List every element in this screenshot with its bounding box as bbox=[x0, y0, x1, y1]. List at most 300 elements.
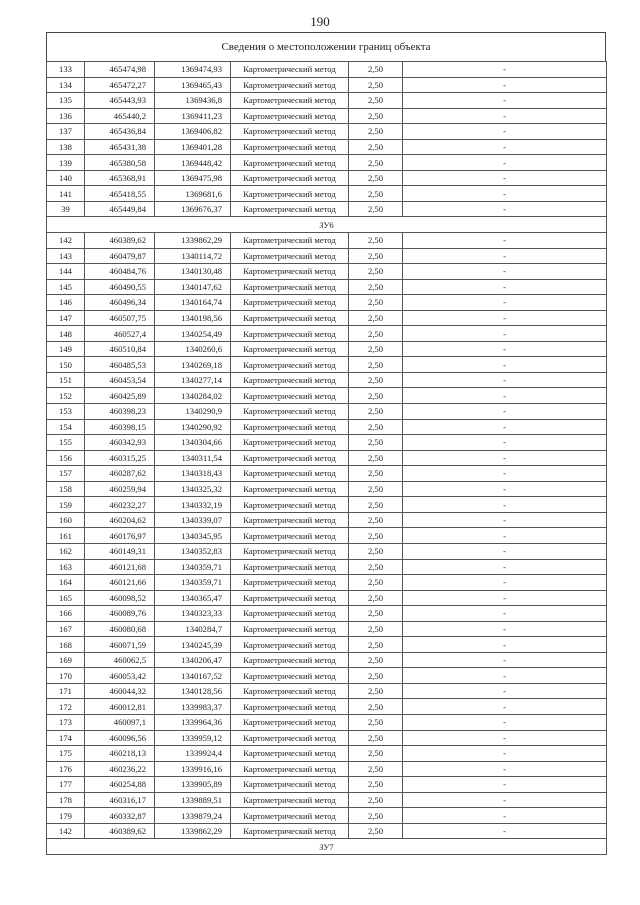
table-row bbox=[47, 450, 607, 466]
method-cell: Картометрический метод bbox=[231, 637, 349, 653]
table-row bbox=[47, 233, 607, 249]
table-row bbox=[47, 435, 607, 451]
method-cell: Картометрический метод bbox=[231, 699, 349, 715]
coordinates-table bbox=[46, 61, 607, 855]
y-coordinate-cell: 1340167,52 bbox=[155, 668, 231, 684]
description-cell: - bbox=[403, 621, 607, 637]
x-coordinate-cell: 460342,93 bbox=[85, 435, 155, 451]
x-coordinate-cell: 460096,56 bbox=[85, 730, 155, 746]
y-coordinate-cell: 1339959,12 bbox=[155, 730, 231, 746]
point-number-cell: 133 bbox=[47, 62, 85, 78]
x-coordinate-cell: 460496,34 bbox=[85, 295, 155, 311]
point-number-cell: 138 bbox=[47, 139, 85, 155]
x-coordinate-cell: 460527,4 bbox=[85, 326, 155, 342]
description-cell: - bbox=[403, 310, 607, 326]
point-number-cell: 167 bbox=[47, 621, 85, 637]
precision-cell: 2,50 bbox=[349, 761, 403, 777]
precision-cell: 2,50 bbox=[349, 310, 403, 326]
x-coordinate-cell: 465436,84 bbox=[85, 124, 155, 140]
method-cell: Картометрический метод bbox=[231, 590, 349, 606]
point-number-cell: 153 bbox=[47, 404, 85, 420]
description-cell: - bbox=[403, 823, 607, 839]
table-row bbox=[47, 543, 607, 559]
precision-cell: 2,50 bbox=[349, 559, 403, 575]
precision-cell: 2,50 bbox=[349, 295, 403, 311]
x-coordinate-cell: 465380,58 bbox=[85, 155, 155, 171]
precision-cell: 2,50 bbox=[349, 637, 403, 653]
x-coordinate-cell: 460332,87 bbox=[85, 808, 155, 824]
precision-cell: 2,50 bbox=[349, 233, 403, 249]
description-cell: - bbox=[403, 466, 607, 482]
x-coordinate-cell: 460259,94 bbox=[85, 481, 155, 497]
y-coordinate-cell: 1340284,7 bbox=[155, 621, 231, 637]
point-number-cell: 168 bbox=[47, 637, 85, 653]
point-number-cell: 160 bbox=[47, 512, 85, 528]
table-row bbox=[47, 466, 607, 482]
method-cell: Картометрический метод bbox=[231, 621, 349, 637]
description-cell: - bbox=[403, 435, 607, 451]
precision-cell: 2,50 bbox=[349, 575, 403, 591]
x-coordinate-cell: 465440,2 bbox=[85, 108, 155, 124]
point-number-cell: 155 bbox=[47, 435, 85, 451]
y-coordinate-cell: 1369681,6 bbox=[155, 186, 231, 202]
point-number-cell: 154 bbox=[47, 419, 85, 435]
precision-cell: 2,50 bbox=[349, 124, 403, 140]
point-number-cell: 139 bbox=[47, 155, 85, 171]
y-coordinate-cell: 1340245,39 bbox=[155, 637, 231, 653]
method-cell: Картометрический метод bbox=[231, 652, 349, 668]
point-number-cell: 148 bbox=[47, 326, 85, 342]
point-number-cell: 165 bbox=[47, 590, 85, 606]
point-number-cell: 147 bbox=[47, 310, 85, 326]
method-cell: Картометрический метод bbox=[231, 777, 349, 793]
method-cell: Картометрический метод bbox=[231, 714, 349, 730]
x-coordinate-cell: 460204,62 bbox=[85, 512, 155, 528]
y-coordinate-cell: 1339879,24 bbox=[155, 808, 231, 824]
method-cell: Картометрический метод bbox=[231, 201, 349, 217]
table-row bbox=[47, 201, 607, 217]
x-coordinate-cell: 460121,66 bbox=[85, 575, 155, 591]
x-coordinate-cell: 460053,42 bbox=[85, 668, 155, 684]
method-cell: Картометрический метод bbox=[231, 372, 349, 388]
description-cell: - bbox=[403, 652, 607, 668]
table-row bbox=[47, 481, 607, 497]
y-coordinate-cell: 1340198,56 bbox=[155, 310, 231, 326]
table-row bbox=[47, 139, 607, 155]
precision-cell: 2,50 bbox=[349, 357, 403, 373]
method-cell: Картометрический метод bbox=[231, 139, 349, 155]
y-coordinate-cell: 1339862,29 bbox=[155, 823, 231, 839]
x-coordinate-cell: 460121,68 bbox=[85, 559, 155, 575]
description-cell: - bbox=[403, 233, 607, 249]
point-number-cell: 149 bbox=[47, 341, 85, 357]
method-cell: Картометрический метод bbox=[231, 264, 349, 280]
y-coordinate-cell: 1340345,95 bbox=[155, 528, 231, 544]
precision-cell: 2,50 bbox=[349, 606, 403, 622]
precision-cell: 2,50 bbox=[349, 730, 403, 746]
description-cell: - bbox=[403, 279, 607, 295]
point-number-cell: 162 bbox=[47, 543, 85, 559]
boundary-table-sheet bbox=[46, 32, 606, 855]
group-header-row bbox=[47, 217, 607, 233]
y-coordinate-cell: 1369475,98 bbox=[155, 170, 231, 186]
method-cell: Картометрический метод bbox=[231, 93, 349, 109]
x-coordinate-cell: 460012,81 bbox=[85, 699, 155, 715]
y-coordinate-cell: 1339983,37 bbox=[155, 699, 231, 715]
y-coordinate-cell: 1340164,74 bbox=[155, 295, 231, 311]
precision-cell: 2,50 bbox=[349, 77, 403, 93]
precision-cell: 2,50 bbox=[349, 808, 403, 824]
y-coordinate-cell: 1339964,36 bbox=[155, 714, 231, 730]
table-row bbox=[47, 404, 607, 420]
table-row bbox=[47, 823, 607, 839]
x-coordinate-cell: 465368,91 bbox=[85, 170, 155, 186]
description-cell: - bbox=[403, 481, 607, 497]
description-cell: - bbox=[403, 777, 607, 793]
description-cell: - bbox=[403, 637, 607, 653]
y-coordinate-cell: 1369474,93 bbox=[155, 62, 231, 78]
method-cell: Картометрический метод bbox=[231, 512, 349, 528]
x-coordinate-cell: 460287,62 bbox=[85, 466, 155, 482]
y-coordinate-cell: 1369406,82 bbox=[155, 124, 231, 140]
table-row bbox=[47, 264, 607, 280]
y-coordinate-cell: 1340325,32 bbox=[155, 481, 231, 497]
point-number-cell: 159 bbox=[47, 497, 85, 513]
precision-cell: 2,50 bbox=[349, 528, 403, 544]
point-number-cell: 39 bbox=[47, 201, 85, 217]
precision-cell: 2,50 bbox=[349, 481, 403, 497]
precision-cell: 2,50 bbox=[349, 466, 403, 482]
point-number-cell: 175 bbox=[47, 746, 85, 762]
point-number-cell: 178 bbox=[47, 792, 85, 808]
point-number-cell: 170 bbox=[47, 668, 85, 684]
y-coordinate-cell: 1340339,07 bbox=[155, 512, 231, 528]
x-coordinate-cell: 460080,68 bbox=[85, 621, 155, 637]
precision-cell: 2,50 bbox=[349, 372, 403, 388]
table-row bbox=[47, 295, 607, 311]
y-coordinate-cell: 1340260,6 bbox=[155, 341, 231, 357]
description-cell: - bbox=[403, 559, 607, 575]
y-coordinate-cell: 1340365,47 bbox=[155, 590, 231, 606]
method-cell: Картометрический метод bbox=[231, 543, 349, 559]
group-label: ЗУ7 bbox=[47, 839, 607, 855]
y-coordinate-cell: 1339889,51 bbox=[155, 792, 231, 808]
point-number-cell: 163 bbox=[47, 559, 85, 575]
description-cell: - bbox=[403, 155, 607, 171]
precision-cell: 2,50 bbox=[349, 279, 403, 295]
method-cell: Картометрический метод bbox=[231, 295, 349, 311]
description-cell: - bbox=[403, 372, 607, 388]
table-row bbox=[47, 528, 607, 544]
point-number-cell: 143 bbox=[47, 248, 85, 264]
x-coordinate-cell: 460218,13 bbox=[85, 746, 155, 762]
precision-cell: 2,50 bbox=[349, 155, 403, 171]
precision-cell: 2,50 bbox=[349, 746, 403, 762]
method-cell: Картометрический метод bbox=[231, 559, 349, 575]
table-row bbox=[47, 248, 607, 264]
precision-cell: 2,50 bbox=[349, 404, 403, 420]
precision-cell: 2,50 bbox=[349, 497, 403, 513]
precision-cell: 2,50 bbox=[349, 388, 403, 404]
method-cell: Картометрический метод bbox=[231, 435, 349, 451]
point-number-cell: 142 bbox=[47, 823, 85, 839]
point-number-cell: 151 bbox=[47, 372, 85, 388]
precision-cell: 2,50 bbox=[349, 201, 403, 217]
point-number-cell: 173 bbox=[47, 714, 85, 730]
description-cell: - bbox=[403, 808, 607, 824]
x-coordinate-cell: 460089,76 bbox=[85, 606, 155, 622]
point-number-cell: 179 bbox=[47, 808, 85, 824]
y-coordinate-cell: 1369465,43 bbox=[155, 77, 231, 93]
point-number-cell: 145 bbox=[47, 279, 85, 295]
method-cell: Картометрический метод bbox=[231, 497, 349, 513]
method-cell: Картометрический метод bbox=[231, 450, 349, 466]
table-row bbox=[47, 652, 607, 668]
y-coordinate-cell: 1340114,72 bbox=[155, 248, 231, 264]
table-row bbox=[47, 108, 607, 124]
method-cell: Картометрический метод bbox=[231, 668, 349, 684]
point-number-cell: 140 bbox=[47, 170, 85, 186]
x-coordinate-cell: 460097,1 bbox=[85, 714, 155, 730]
description-cell: - bbox=[403, 512, 607, 528]
x-coordinate-cell: 460062,5 bbox=[85, 652, 155, 668]
precision-cell: 2,50 bbox=[349, 543, 403, 559]
description-cell: - bbox=[403, 450, 607, 466]
x-coordinate-cell: 460485,53 bbox=[85, 357, 155, 373]
point-number-cell: 171 bbox=[47, 683, 85, 699]
x-coordinate-cell: 460315,25 bbox=[85, 450, 155, 466]
point-number-cell: 166 bbox=[47, 606, 85, 622]
y-coordinate-cell: 1340128,56 bbox=[155, 683, 231, 699]
precision-cell: 2,50 bbox=[349, 668, 403, 684]
precision-cell: 2,50 bbox=[349, 62, 403, 78]
table-row bbox=[47, 777, 607, 793]
table-row bbox=[47, 357, 607, 373]
precision-cell: 2,50 bbox=[349, 823, 403, 839]
point-number-cell: 176 bbox=[47, 761, 85, 777]
method-cell: Картометрический метод bbox=[231, 233, 349, 249]
point-number-cell: 161 bbox=[47, 528, 85, 544]
description-cell: - bbox=[403, 388, 607, 404]
point-number-cell: 156 bbox=[47, 450, 85, 466]
precision-cell: 2,50 bbox=[349, 792, 403, 808]
table-row bbox=[47, 512, 607, 528]
description-cell: - bbox=[403, 668, 607, 684]
x-coordinate-cell: 460232,27 bbox=[85, 497, 155, 513]
y-coordinate-cell: 1340304,66 bbox=[155, 435, 231, 451]
method-cell: Картометрический метод bbox=[231, 808, 349, 824]
method-cell: Картометрический метод bbox=[231, 466, 349, 482]
description-cell: - bbox=[403, 404, 607, 420]
precision-cell: 2,50 bbox=[349, 699, 403, 715]
y-coordinate-cell: 1340323,33 bbox=[155, 606, 231, 622]
description-cell: - bbox=[403, 264, 607, 280]
description-cell: - bbox=[403, 326, 607, 342]
precision-cell: 2,50 bbox=[349, 170, 403, 186]
method-cell: Картометрический метод bbox=[231, 186, 349, 202]
x-coordinate-cell: 465431,38 bbox=[85, 139, 155, 155]
point-number-cell: 158 bbox=[47, 481, 85, 497]
description-cell: - bbox=[403, 170, 607, 186]
table-row bbox=[47, 761, 607, 777]
y-coordinate-cell: 1369401,28 bbox=[155, 139, 231, 155]
table-row bbox=[47, 575, 607, 591]
table-row bbox=[47, 170, 607, 186]
point-number-cell: 152 bbox=[47, 388, 85, 404]
point-number-cell: 136 bbox=[47, 108, 85, 124]
point-number-cell: 134 bbox=[47, 77, 85, 93]
method-cell: Картометрический метод bbox=[231, 419, 349, 435]
point-number-cell: 135 bbox=[47, 93, 85, 109]
table-row bbox=[47, 590, 607, 606]
method-cell: Картометрический метод bbox=[231, 108, 349, 124]
precision-cell: 2,50 bbox=[349, 714, 403, 730]
y-coordinate-cell: 1340311,54 bbox=[155, 450, 231, 466]
table-row bbox=[47, 746, 607, 762]
x-coordinate-cell: 460254,88 bbox=[85, 777, 155, 793]
x-coordinate-cell: 460398,23 bbox=[85, 404, 155, 420]
precision-cell: 2,50 bbox=[349, 435, 403, 451]
description-cell: - bbox=[403, 683, 607, 699]
point-number-cell: 172 bbox=[47, 699, 85, 715]
method-cell: Картометрический метод bbox=[231, 170, 349, 186]
point-number-cell: 146 bbox=[47, 295, 85, 311]
x-coordinate-cell: 460484,76 bbox=[85, 264, 155, 280]
table-row bbox=[47, 62, 607, 78]
table-row bbox=[47, 808, 607, 824]
y-coordinate-cell: 1340352,83 bbox=[155, 543, 231, 559]
table-row bbox=[47, 683, 607, 699]
table-row bbox=[47, 559, 607, 575]
y-coordinate-cell: 1339862,29 bbox=[155, 233, 231, 249]
point-number-cell: 150 bbox=[47, 357, 85, 373]
precision-cell: 2,50 bbox=[349, 419, 403, 435]
method-cell: Картометрический метод bbox=[231, 155, 349, 171]
table-row bbox=[47, 497, 607, 513]
x-coordinate-cell: 465418,55 bbox=[85, 186, 155, 202]
table-row bbox=[47, 186, 607, 202]
method-cell: Картометрический метод bbox=[231, 124, 349, 140]
y-coordinate-cell: 1369436,8 bbox=[155, 93, 231, 109]
x-coordinate-cell: 460389,62 bbox=[85, 233, 155, 249]
method-cell: Картометрический метод bbox=[231, 248, 349, 264]
description-cell: - bbox=[403, 201, 607, 217]
x-coordinate-cell: 460044,32 bbox=[85, 683, 155, 699]
method-cell: Картометрический метод bbox=[231, 606, 349, 622]
x-coordinate-cell: 460149,31 bbox=[85, 543, 155, 559]
table-row bbox=[47, 372, 607, 388]
y-coordinate-cell: 1339924,4 bbox=[155, 746, 231, 762]
table-row bbox=[47, 93, 607, 109]
method-cell: Картометрический метод bbox=[231, 62, 349, 78]
y-coordinate-cell: 1369448,42 bbox=[155, 155, 231, 171]
method-cell: Картометрический метод bbox=[231, 730, 349, 746]
point-number-cell: 141 bbox=[47, 186, 85, 202]
x-coordinate-cell: 465443,93 bbox=[85, 93, 155, 109]
method-cell: Картометрический метод bbox=[231, 357, 349, 373]
y-coordinate-cell: 1340290,92 bbox=[155, 419, 231, 435]
method-cell: Картометрический метод bbox=[231, 823, 349, 839]
table-row bbox=[47, 668, 607, 684]
table-row bbox=[47, 155, 607, 171]
y-coordinate-cell: 1339905,89 bbox=[155, 777, 231, 793]
point-number-cell: 157 bbox=[47, 466, 85, 482]
description-cell: - bbox=[403, 746, 607, 762]
precision-cell: 2,50 bbox=[349, 186, 403, 202]
x-coordinate-cell: 460479,87 bbox=[85, 248, 155, 264]
description-cell: - bbox=[403, 699, 607, 715]
x-coordinate-cell: 460507,75 bbox=[85, 310, 155, 326]
x-coordinate-cell: 465449,84 bbox=[85, 201, 155, 217]
y-coordinate-cell: 1340130,48 bbox=[155, 264, 231, 280]
x-coordinate-cell: 460236,22 bbox=[85, 761, 155, 777]
table-row bbox=[47, 77, 607, 93]
precision-cell: 2,50 bbox=[349, 512, 403, 528]
table-row bbox=[47, 341, 607, 357]
description-cell: - bbox=[403, 62, 607, 78]
x-coordinate-cell: 465472,27 bbox=[85, 77, 155, 93]
page-number: 190 bbox=[310, 14, 330, 29]
description-cell: - bbox=[403, 248, 607, 264]
description-cell: - bbox=[403, 93, 607, 109]
group-label: ЗУ6 bbox=[47, 217, 607, 233]
x-coordinate-cell: 460453,54 bbox=[85, 372, 155, 388]
description-cell: - bbox=[403, 77, 607, 93]
method-cell: Картометрический метод bbox=[231, 481, 349, 497]
table-row bbox=[47, 792, 607, 808]
method-cell: Картометрический метод bbox=[231, 404, 349, 420]
description-cell: - bbox=[403, 575, 607, 591]
y-coordinate-cell: 1340332,19 bbox=[155, 497, 231, 513]
point-number-cell: 137 bbox=[47, 124, 85, 140]
description-cell: - bbox=[403, 761, 607, 777]
y-coordinate-cell: 1369411,23 bbox=[155, 108, 231, 124]
precision-cell: 2,50 bbox=[349, 139, 403, 155]
description-cell: - bbox=[403, 186, 607, 202]
section-title: Сведения о местоположении границ объекта bbox=[46, 32, 606, 61]
x-coordinate-cell: 460098,52 bbox=[85, 590, 155, 606]
method-cell: Картометрический метод bbox=[231, 528, 349, 544]
method-cell: Картометрический метод bbox=[231, 388, 349, 404]
table-row bbox=[47, 714, 607, 730]
table-row bbox=[47, 388, 607, 404]
x-coordinate-cell: 460389,62 bbox=[85, 823, 155, 839]
y-coordinate-cell: 1369676,37 bbox=[155, 201, 231, 217]
x-coordinate-cell: 460490,55 bbox=[85, 279, 155, 295]
x-coordinate-cell: 460071,59 bbox=[85, 637, 155, 653]
method-cell: Картометрический метод bbox=[231, 77, 349, 93]
precision-cell: 2,50 bbox=[349, 341, 403, 357]
description-cell: - bbox=[403, 139, 607, 155]
description-cell: - bbox=[403, 124, 607, 140]
point-number-cell: 144 bbox=[47, 264, 85, 280]
precision-cell: 2,50 bbox=[349, 93, 403, 109]
precision-cell: 2,50 bbox=[349, 326, 403, 342]
method-cell: Картометрический метод bbox=[231, 746, 349, 762]
point-number-cell: 142 bbox=[47, 233, 85, 249]
description-cell: - bbox=[403, 419, 607, 435]
x-coordinate-cell: 460510,84 bbox=[85, 341, 155, 357]
point-number-cell: 164 bbox=[47, 575, 85, 591]
method-cell: Картометрический метод bbox=[231, 761, 349, 777]
x-coordinate-cell: 460176,97 bbox=[85, 528, 155, 544]
method-cell: Картометрический метод bbox=[231, 683, 349, 699]
description-cell: - bbox=[403, 590, 607, 606]
y-coordinate-cell: 1340277,14 bbox=[155, 372, 231, 388]
description-cell: - bbox=[403, 341, 607, 357]
y-coordinate-cell: 1340254,49 bbox=[155, 326, 231, 342]
precision-cell: 2,50 bbox=[349, 450, 403, 466]
